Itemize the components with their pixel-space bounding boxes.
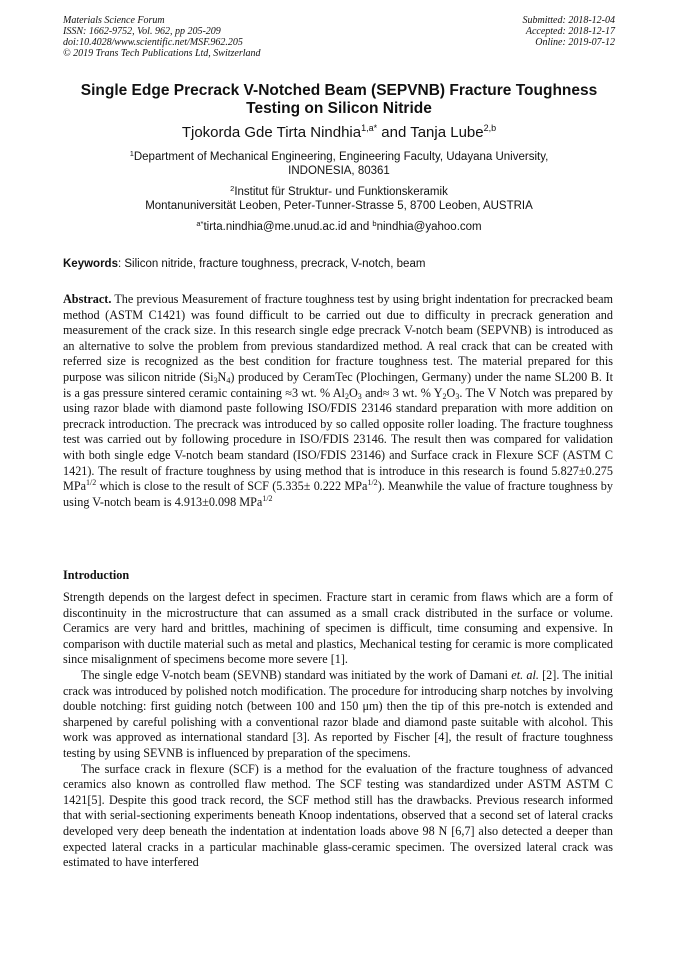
subscript: 3: [357, 391, 362, 401]
author-name: Tanja Lube: [410, 124, 484, 141]
email-link[interactable]: tirta.nindhia@me.unud.ac.id: [203, 221, 347, 233]
submitted-date: Submitted: 2018-12-04: [522, 15, 615, 26]
author-affiliation-mark: 1,a*: [361, 123, 378, 133]
keywords-text: : Silicon nitride, fracture toughness, precrack, V-notch, beam: [117, 258, 426, 270]
paragraph-text: [2]. The initial crack was introduced by polished notch modification. The procedure for introducing sharp notches by involving double notching: first guiding notch (between 100 and 150 μm) then the tip of this pre-notch is extended and sharpened by careful polishing with a conventional razor blade and diamond paste suitable with alcohol. This work was approved as international standard [3]. As reported by Fischer [4], the result of fracture toughness testing by using SEVNB is influenced by preparation of the specimens.: [63, 667, 613, 760]
subscript: 2: [442, 391, 447, 401]
keywords-label: Keywords: [63, 258, 118, 270]
abstract-text: The previous Measurement of fracture toughness test by using bright indentation for precracked beam method (ASTM C1421) was found difficult to be carried out due to difficulty in precrack generation and measurement of the crack size. In this research single edge precrack V-notch beam (SEPVNB) is introduced as an alternative to solve the problem from previous standardized method. A real crack that can be created with referred size is recognized as the best condition for fracture toughness test. The material prepared for this purpose was silicon nitride (Si: [63, 292, 613, 384]
journal-name: Materials Science Forum: [63, 15, 165, 26]
author-list: [50, 124, 628, 142]
introduction-body: [63, 590, 613, 871]
affiliation-mark: 1: [129, 149, 134, 158]
accepted-date: Accepted: 2018-12-17: [525, 26, 615, 37]
online-date: Online: 2019-07-12: [535, 37, 615, 48]
author-name: Tjokorda Gde Tirta Nindhia: [181, 124, 362, 141]
email-link[interactable]: nindhia@yahoo.com: [376, 221, 482, 233]
subscript: 2: [344, 391, 349, 401]
affiliation-2: [60, 185, 618, 213]
subscript: 3: [213, 375, 218, 385]
affiliation-text: Institut für Struktur- und Funktionskeramik: [234, 186, 448, 198]
abstract-text: ) produced by CeramTec (Plochingen, Germany) under the name SL200 B. It is a gas pressure sintered ceramic containing ≈3 wt. % Al: [63, 369, 614, 400]
abstract-text: . The V Notch was prepared by using razor blade with diamond paste following ISO/FDIS 23146 standard preparation with more addition on precrack introduction. The precrack was introduced by so called opposite roller loading. The fracture toughness test was carried out by following procedure in ISO/FDIS 23146. The result then was compared for validation with both single edge V-notch beam standard (ISO/FDIS 23146) and Surface crack in Flexure SCF (ASTM C 1421). The result of fracture toughness by using method that is introduce in this research is found 5.827±0.275 MPa: [63, 385, 613, 494]
abstract: [63, 292, 613, 510]
author-joiner: and: [377, 124, 411, 141]
title-line-2: Testing on Silicon Nitride: [246, 100, 432, 117]
abstract-text: N: [217, 369, 227, 384]
paper-title: [50, 82, 628, 118]
section-heading-introduction: Introduction: [63, 568, 130, 582]
email-mark: b: [372, 219, 377, 228]
superscript: 1/2: [367, 478, 378, 488]
title-line-1: Single Edge Precrack V-Notched Beam (SEPVNB) Fracture Toughness: [80, 82, 598, 99]
journal-header: [63, 15, 261, 59]
issn-volume: ISSN: 1662-9752, Vol. 962, pp 205-209: [63, 26, 221, 37]
paragraph: Strength depends on the largest defect in specimen. Fracture start in ceramic from flaws which are a form of discontinuity in the microstructure that can assumed as a small crack distributed in the surface or volume. Ceramics are very hard and brittles, machining of specimen is difficult, time consuming and expensive. In comparison with ductile material such as metal and plastics, Mechanical testing for ceramic is more complicated since misalignment of specimens become more severe [1].: [63, 590, 613, 667]
author-emails: [60, 220, 618, 234]
paragraph: [63, 668, 613, 762]
author-affiliation-mark: 2,b: [483, 123, 497, 133]
affiliation-text: Montanuniversität Leoben, Peter-Tunner-Strasse 5, 8700 Leoben, AUSTRIA: [145, 200, 533, 212]
doi: doi:10.4028/www.scientific.net/MSF.962.205: [63, 37, 243, 48]
subscript: 4: [226, 375, 231, 385]
affiliation-1: [60, 150, 618, 178]
superscript: 1/2: [86, 478, 97, 488]
affiliation-text: Department of Mechanical Engineering, Engineering Faculty, Udayana University,: [133, 151, 549, 163]
paragraph-text: The single edge V-notch beam (SEVNB) standard was initiated by the work of Damani: [81, 667, 512, 682]
abstract-text: ). Meanwhile the value of fracture toughness by using V-notch beam is 4.913±0.098 MPa: [63, 479, 613, 509]
abstract-text: and≈ 3 wt. % Y: [361, 385, 443, 400]
affiliation-text: INDONESIA, 80361: [288, 165, 390, 177]
paragraph: The surface crack in flexure (SCF) is a method for the evaluation of the fracture toughness of advanced ceramics also known as controlled flaw method. The SCF testing was standardized under ASTM ASTM C 1421[5]. Despite this good track record, the SCF method still has the drawbacks. Previous research informed that with serial-sectioning experiments beneath Knoop indentations, observed that a second set of lateral cracks developed very deep beneath the indentation at indentation loads above 98 N [6,7] also detected a deeper than expected lateral cracks in a particular machinable glass-ceramic specimen. The oversized lateral crack was estimated to have interfered: [63, 761, 613, 870]
affiliation-mark: 2: [230, 184, 235, 193]
abstract-label: Abstract.: [63, 292, 112, 306]
email-joiner: and: [346, 221, 373, 233]
superscript: 1/2: [262, 493, 273, 503]
paragraph-text-italic: et. al.: [511, 667, 539, 682]
dates-header: [523, 15, 616, 48]
keywords: [63, 257, 618, 271]
abstract-text: which is close to the result of SCF (5.335± 0.222 MPa: [96, 479, 368, 494]
email-mark: a*: [196, 219, 204, 228]
subscript: 3: [455, 391, 460, 401]
abstract-text: O: [348, 385, 358, 400]
abstract-text: O: [446, 385, 456, 400]
copyright: © 2019 Trans Tech Publications Ltd, Switzerland: [63, 48, 261, 59]
